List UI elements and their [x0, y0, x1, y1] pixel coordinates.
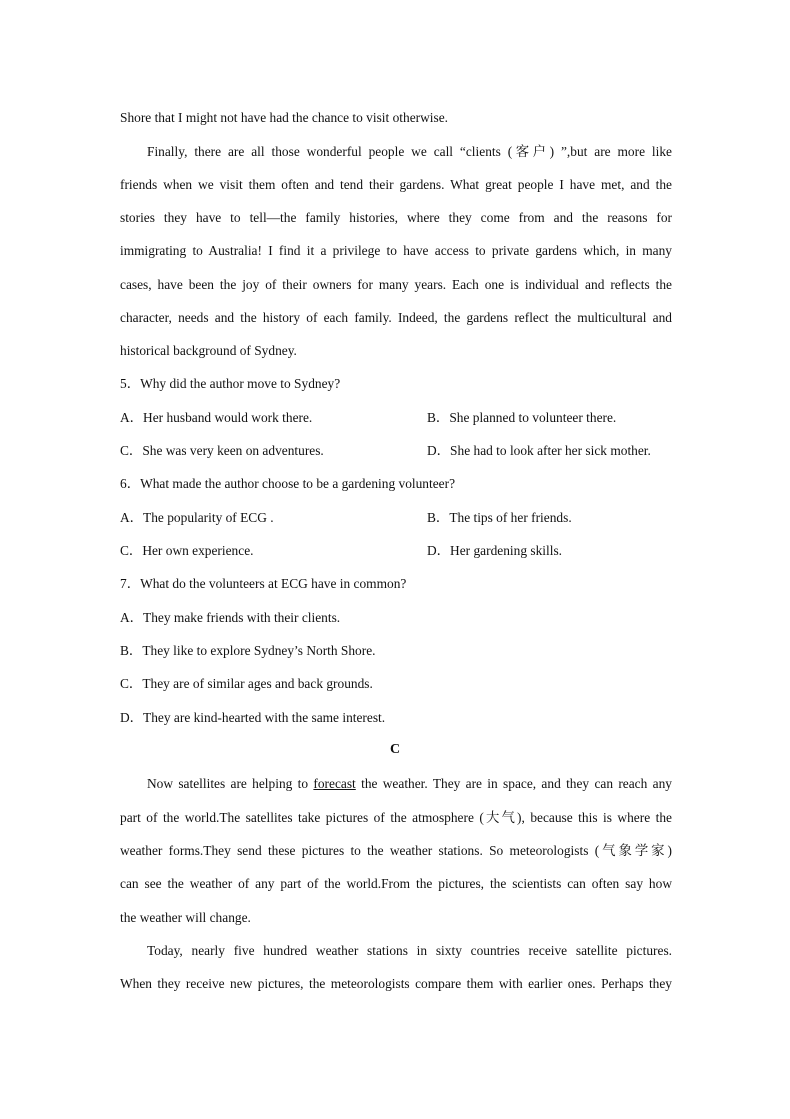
paragraph-line: Finally, there are all those wonderful people we call “clients (客户) ”,but are more like: [147, 144, 672, 159]
question-stem: 6．What made the author choose to be a gardening volunteer?: [120, 476, 456, 491]
paragraph-line: the weather will change.: [120, 910, 251, 925]
paragraph-line: Today, nearly five hundred weather stations in sixty countries receive satellite pictures.: [147, 943, 672, 958]
paragraph-line: part of the world.The satellites take pictures of the atmosphere (大气), because this is where the: [120, 810, 672, 825]
paragraph-line: When they receive new pictures, the meteorologists compare them with earlier ones. Perhaps they: [120, 976, 672, 991]
paragraph-line: historical background of Sydney.: [120, 343, 297, 358]
paragraph-line: weather forms.They send these pictures to the weather stations. So meteorologists (气象学家): [120, 843, 672, 858]
question-stem: 5．Why did the author move to Sydney?: [120, 376, 341, 391]
option-c: C．They are of similar ages and back grounds.: [120, 676, 373, 691]
paragraph-line: cases, have been the joy of their owners for many years. Each one is individual and reflects the: [120, 277, 672, 292]
option-b: B．They like to explore Sydney’s North Shore.: [120, 643, 376, 658]
option-d: D．Her gardening skills.: [427, 543, 562, 558]
option-a: A．They make friends with their clients.: [120, 610, 341, 625]
option-c: C．She was very keen on adventures.: [120, 443, 324, 458]
underlined-word: forecast: [313, 776, 356, 791]
section-heading: C: [389, 742, 401, 757]
option-b: B．The tips of her friends.: [427, 510, 572, 525]
option-a: A．Her husband would work there.: [120, 410, 313, 425]
text-segment: Now satellites are helping to: [147, 776, 309, 791]
option-b: B．She planned to volunteer there.: [427, 410, 617, 425]
option-d: D．She had to look after her sick mother.: [427, 443, 651, 458]
option-d: D．They are kind-hearted with the same interest.: [120, 710, 386, 725]
paragraph-line: character, needs and the history of each family. Indeed, the gardens reflect the multicultural and: [120, 310, 672, 325]
question-stem: 7．What do the volunteers at ECG have in common?: [120, 576, 407, 591]
paragraph-line: can see the weather of any part of the world.From the pictures, the scientists can often say how: [120, 876, 672, 891]
paragraph-line: stories they have to tell—the family histories, where they come from and the reasons for: [120, 210, 672, 225]
text-segment: the weather. They are in space, and they can reach any: [361, 776, 672, 791]
paragraph-line: [120, 767, 672, 800]
paragraph-line: friends when we visit them often and tend their gardens. What great people I have met, and the: [120, 177, 672, 192]
paragraph-line: immigrating to Australia! I find it a privilege to have access to private gardens which, in many: [120, 243, 672, 258]
option-c: C．Her own experience.: [120, 543, 254, 558]
option-a: A．The popularity of ECG .: [120, 510, 274, 525]
passage-b-line: Shore that I might not have had the chance to visit otherwise.: [120, 110, 448, 125]
